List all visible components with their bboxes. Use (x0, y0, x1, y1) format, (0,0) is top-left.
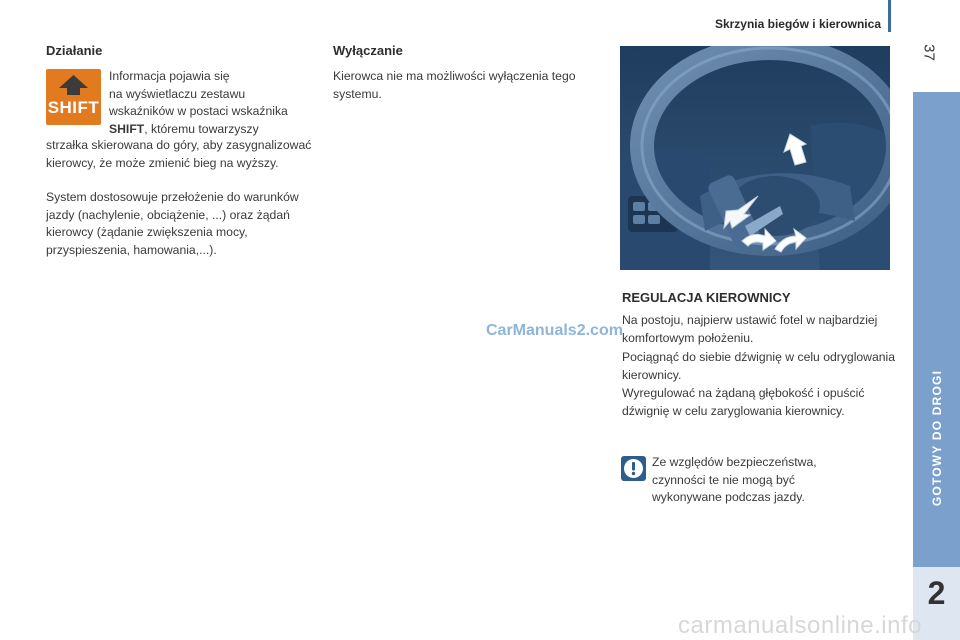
section-heading-wylaczanie: Wyłączanie (333, 43, 403, 58)
info-tail: , któremu towarzyszy (144, 121, 259, 136)
header-divider (888, 0, 891, 32)
warning-exclamation-icon (621, 456, 646, 481)
watermark-carmanuals2: CarManuals2.com (486, 322, 623, 339)
safety-warning-text: Ze względów bezpieczeństwa, czynności te nie mogą być wykonywane podczas jazdy. (652, 455, 817, 504)
info-line-2: na wyświetlaczu zestawu (109, 86, 246, 101)
chapter-number: 2 (927, 575, 946, 611)
page-header-title: Skrzynia biegów i kierownica (714, 17, 881, 31)
page-number: 37 (920, 44, 938, 61)
chapter-tab-label-wrap (913, 318, 960, 558)
steering-adjustment-diagram (620, 46, 890, 270)
adjust-step-2: Pociągnąć do siebie dźwignię w celu odryglowania kierownicy. (622, 350, 896, 382)
chapter-tab-label: GOTOWY DO DROGI (929, 369, 944, 507)
system-adaptation-text: System dostosowuje przełożenie do warunków jazdy (nachylenie, obciążenie, ...) oraz żądań kierowcy (żądanie zwiększenia mocy, przyspieszenia, hamowania,...). (46, 190, 299, 257)
section-heading-regulacja: REGULACJA KIEROWNICY (622, 290, 791, 305)
shift-icon-text: SHIFT (47, 98, 100, 117)
info-bold-shift: SHIFT (109, 121, 145, 136)
exclamation-icon (621, 456, 646, 481)
shift-info-text (109, 68, 309, 138)
steering-wheel-illustration (620, 46, 890, 270)
deactivation-text: Kierowca nie ma możliwości wyłączenia tego systemu. (333, 69, 576, 101)
watermark-carmanualsonline: carmanualsonline.info (678, 612, 922, 639)
shift-info-continued: strzałka skierowana do góry, aby zasygnalizować kierowcy, że może zmienić bieg na wyższy. (46, 138, 312, 170)
info-line-3: wskaźników w postaci wskaźnika (109, 104, 288, 118)
adjust-step-1: Na postoju, najpierw ustawić fotel w najbardziej komfortowym położeniu. (622, 313, 878, 345)
adjust-step-3: Wyregulować na żądaną głębokość i opuścić dźwignię w celu zaryglowania kierownicy. (622, 386, 865, 418)
shift-indicator-icon (46, 69, 101, 125)
section-heading-dzialanie: Działanie (46, 43, 103, 58)
info-line-1: Informacja pojawia się (109, 69, 230, 83)
up-arrow-icon (59, 75, 88, 95)
info-line-4 (109, 121, 309, 139)
